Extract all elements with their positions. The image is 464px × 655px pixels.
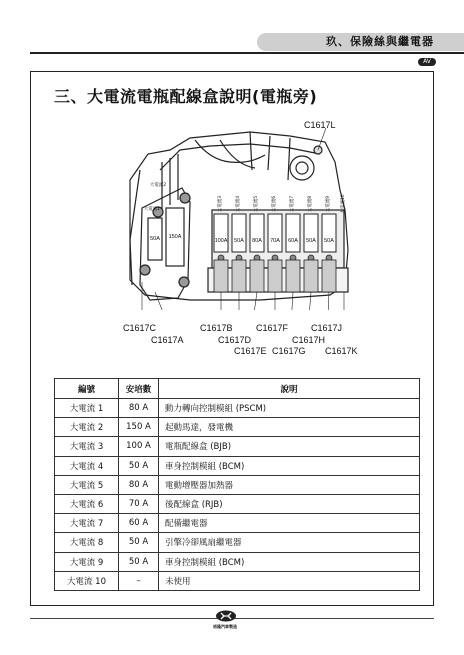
cell-desc: 配備繼電器 — [159, 514, 420, 533]
cell-amp: 100 A — [119, 437, 159, 456]
header-number: 編號 — [55, 379, 119, 399]
fuse-tag-2: 大電流2 — [149, 183, 167, 188]
cell-desc: 車身控制模組 (BCM) — [159, 552, 420, 571]
fuse-tag-4: 大電流4 — [236, 195, 241, 213]
table-row — [55, 437, 420, 456]
cell-amp: 150 A — [119, 418, 159, 437]
header-bar — [257, 33, 464, 51]
fuse-rating-6: 50A — [306, 238, 316, 244]
table-row — [55, 533, 420, 552]
logo-caption: 裕隆汽車製造 — [213, 624, 237, 629]
fuse-rating-7: 50A — [324, 238, 334, 244]
cell-amp: 70 A — [119, 494, 159, 513]
fuse-tag-1: 大電流1 — [143, 207, 161, 212]
callout-c1617e: C1617E — [234, 346, 267, 356]
fuse-tag-7: 大電流7 — [290, 195, 295, 213]
cell-name: 大電流 4 — [55, 456, 119, 475]
cell-name: 大電流 5 — [55, 475, 119, 494]
cell-desc: 引擎冷卻風扇繼電器 — [159, 533, 420, 552]
fuse-tag-5: 大電流5 — [254, 195, 259, 213]
fuse-tag-8: 大電流8 — [308, 195, 313, 213]
callout-c1617f: C1617F — [256, 323, 289, 333]
cell-name: 大電流 1 — [55, 399, 119, 418]
chapter-title: 玖、保險絲與繼電器 — [326, 35, 434, 48]
callout-c1617b: C1617B — [200, 323, 233, 333]
table-row — [55, 571, 420, 590]
table-row — [55, 399, 420, 418]
callout-c1617d: C1617D — [218, 335, 252, 345]
cell-name: 大電流 8 — [55, 533, 119, 552]
cell-name: 大電流 7 — [55, 514, 119, 533]
cell-desc: 未使用 — [159, 571, 420, 590]
big-fuse-rating-50a: 50A — [150, 236, 160, 242]
cell-amp: 50 A — [119, 456, 159, 475]
big-fuse-rating-150a: 150A — [168, 234, 182, 240]
fuse-box-diagram — [100, 110, 360, 310]
fuse-rating-1: 100A — [214, 238, 228, 244]
header-description: 說明 — [159, 379, 420, 399]
callout-c1617l: C1617L — [304, 120, 336, 130]
callout-c1617g: C1617G — [272, 346, 306, 356]
cell-desc: 後配線盒 (RJB) — [159, 494, 420, 513]
cell-name: 大電流 3 — [55, 437, 119, 456]
table-row — [55, 456, 420, 475]
section-title: 三、大電流電瓶配線盒說明(電瓶旁) — [54, 87, 318, 106]
fuse-tag-9: 大電流9 — [326, 195, 331, 213]
table-row — [55, 494, 420, 513]
header-rule — [30, 52, 464, 54]
cell-desc: 起動馬達，發電機 — [159, 418, 420, 437]
brand-logo-icon — [215, 610, 237, 622]
cell-amp: 50 A — [119, 552, 159, 571]
cell-desc: 電瓶配線盒 (BJB) — [159, 437, 420, 456]
fuse-rating-2: 50A — [234, 238, 244, 244]
fuse-rating-4: 70A — [270, 238, 280, 244]
cell-amp: 60 A — [119, 514, 159, 533]
circuit-table — [54, 378, 420, 591]
table-row — [55, 552, 420, 571]
cell-name: 大電流 2 — [55, 418, 119, 437]
callout-c1617c: C1617C — [123, 323, 157, 333]
cell-desc: 車身控制模組 (BCM) — [159, 456, 420, 475]
callout-c1617h: C1617H — [292, 335, 326, 345]
table-header-row — [55, 379, 420, 399]
cell-amp: 50 A — [119, 533, 159, 552]
cell-amp: 80 A — [119, 399, 159, 418]
cell-name: 大電流 9 — [55, 552, 119, 571]
callout-c1617a: C1617A — [151, 335, 184, 345]
header-amperage: 安培數 — [119, 379, 159, 399]
cell-desc: 動力轉向控制模組 (PSCM) — [159, 399, 420, 418]
callout-c1617j: C1617J — [311, 323, 343, 333]
cell-name: 大電流 10 — [55, 571, 119, 590]
table-row — [55, 475, 420, 494]
table-row — [55, 514, 420, 533]
cell-name: 大電流 6 — [55, 494, 119, 513]
cell-amp: 80 A — [119, 475, 159, 494]
page-tab-mark: AV — [418, 58, 436, 66]
fuse-tag-6: 大電流6 — [272, 195, 277, 213]
fuse-rating-3: 80A — [252, 238, 262, 244]
table-row — [55, 418, 420, 437]
fuse-rating-5: 60A — [288, 238, 298, 244]
fuse-tag-10: 大電流10 — [341, 194, 346, 214]
fuse-tag-3: 大電流3 — [218, 195, 223, 213]
cell-desc: 電動增壓器加熱器 — [159, 475, 420, 494]
callout-c1617k: C1617K — [325, 346, 358, 356]
cell-amp: – — [119, 571, 159, 590]
